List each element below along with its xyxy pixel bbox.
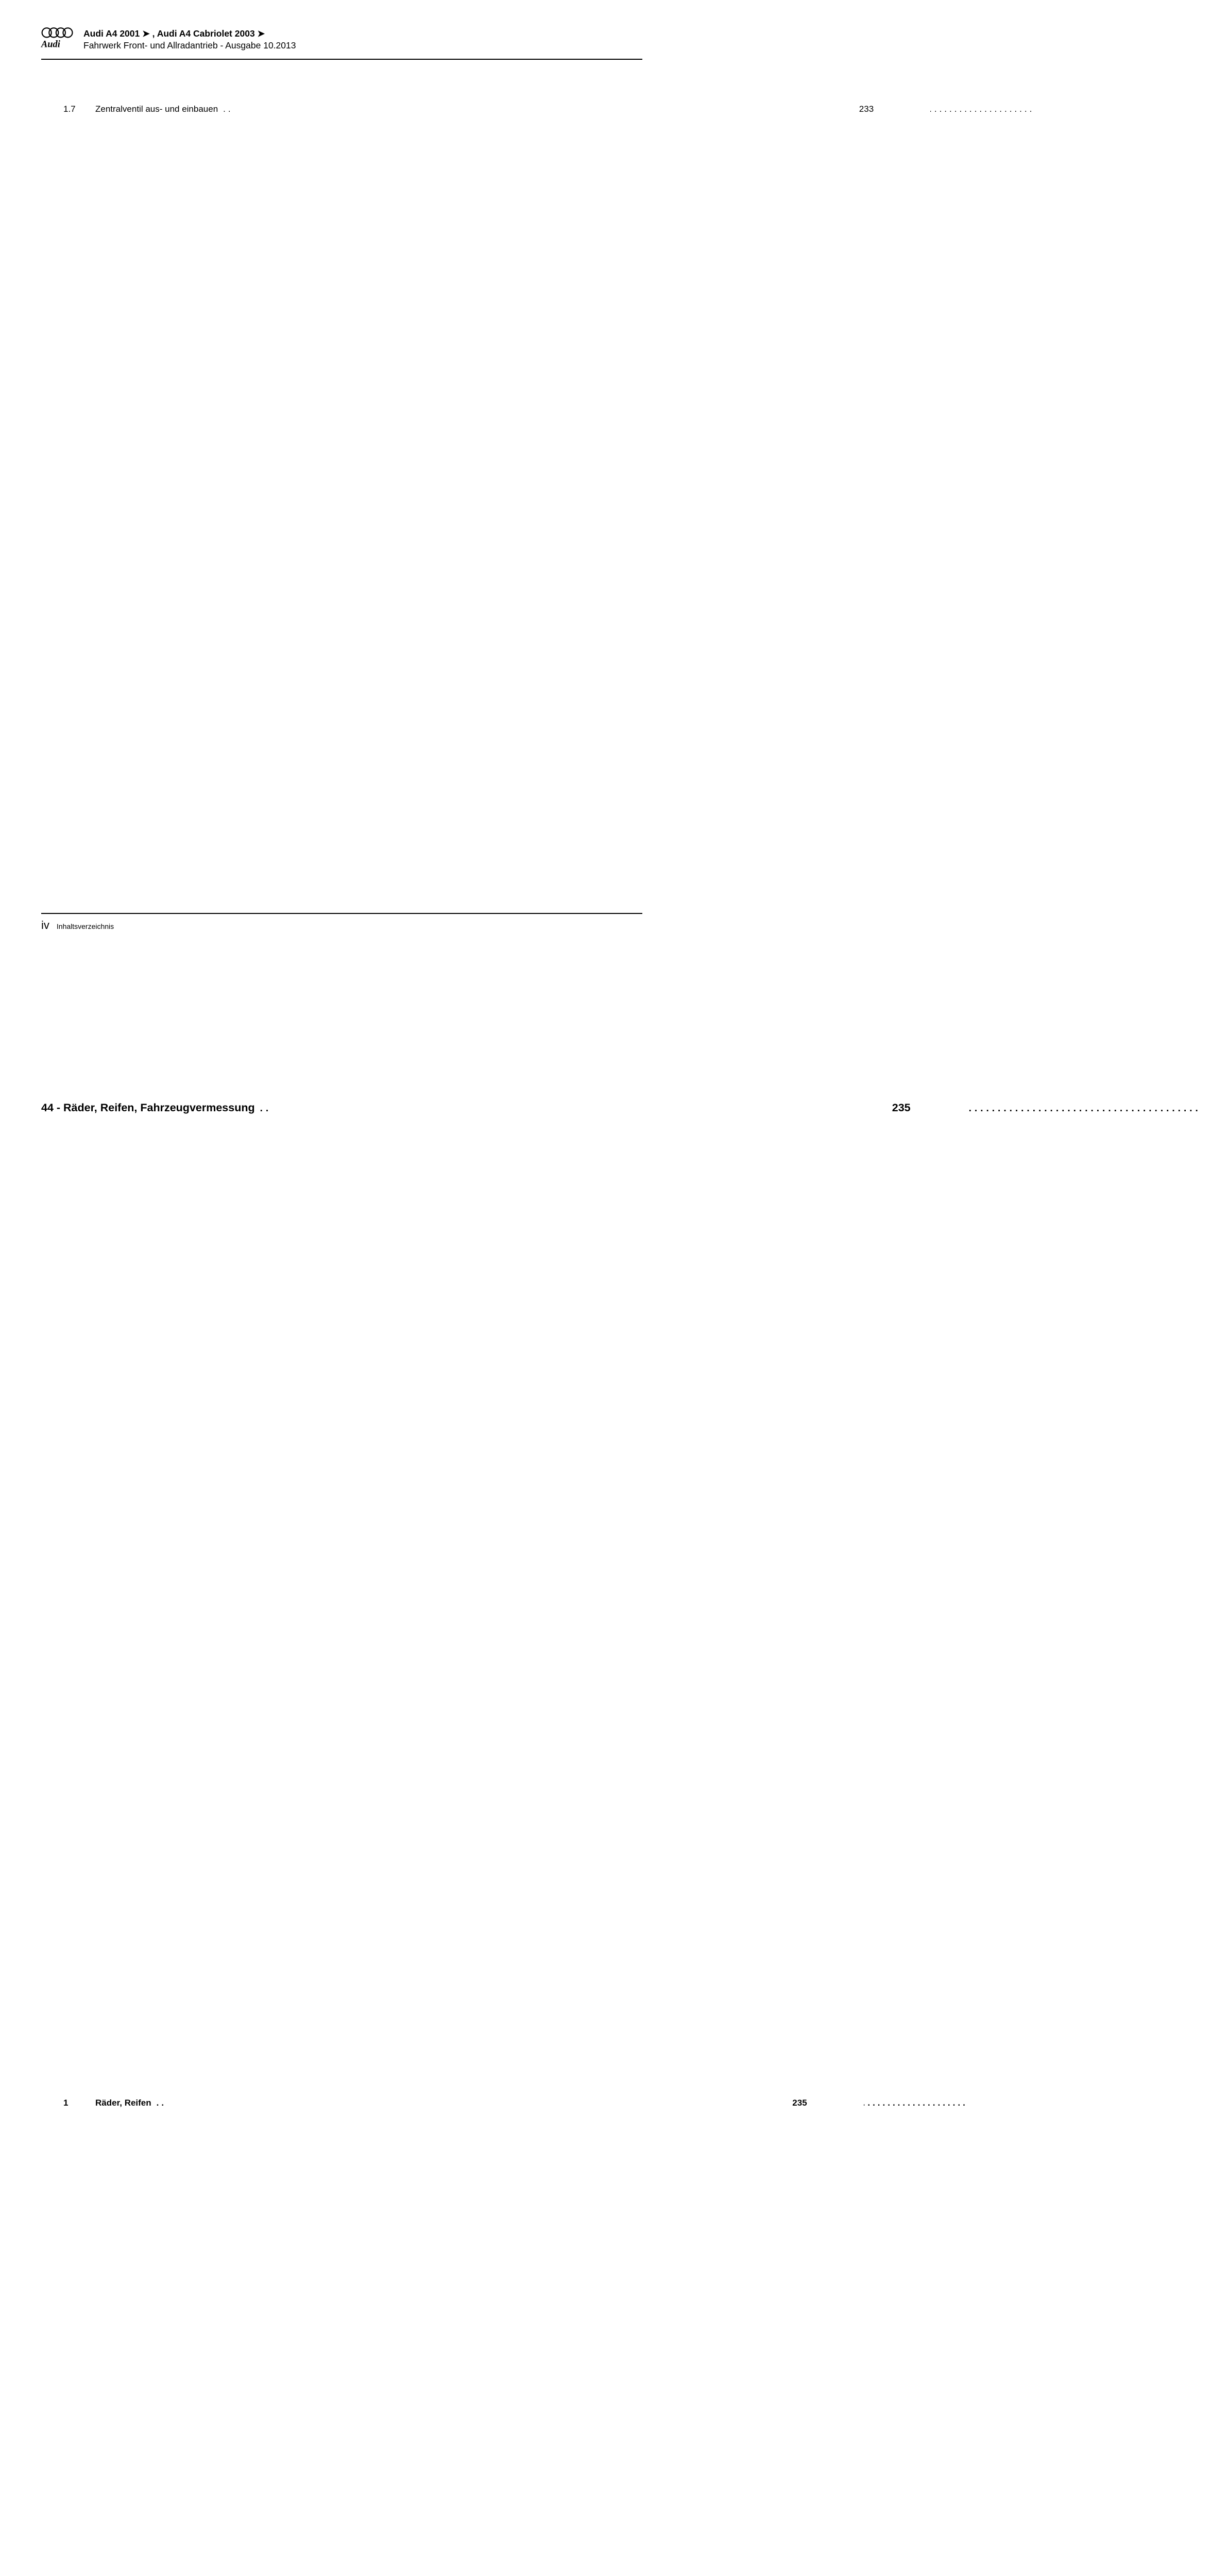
toc-row-page: 235 bbox=[268, 1075, 967, 2064]
footer-page-number: iv bbox=[41, 919, 49, 932]
doc-title: Audi A4 2001 ➤ , Audi A4 Cabriolet 2003 ➤ bbox=[83, 28, 296, 40]
toc-list bbox=[41, 76, 642, 2576]
dot-leader bbox=[157, 2097, 163, 2109]
toc-row-chapter bbox=[41, 1075, 642, 2064]
toc-row-page: 233 bbox=[231, 76, 930, 1065]
footer-label: Inhaltsverzeichnis bbox=[57, 922, 114, 930]
document-titles bbox=[83, 27, 296, 52]
page-footer bbox=[41, 913, 642, 932]
toc-row-title: Zentralventil aus- und einbauen bbox=[95, 103, 218, 115]
toc-page bbox=[0, 0, 699, 989]
toc-row-number: 1.7 bbox=[63, 103, 95, 115]
toc-row-section bbox=[41, 2070, 642, 2576]
audi-four-rings-icon bbox=[41, 27, 76, 50]
toc-row-title: Räder, Reifen bbox=[95, 2097, 151, 2109]
dot-leader bbox=[223, 103, 229, 115]
toc-row-page: 235 bbox=[165, 2070, 864, 2576]
toc-row-title: 44 - Räder, Reifen, Fahrzeugvermessung bbox=[41, 1102, 255, 1114]
audi-logo bbox=[41, 27, 76, 50]
page-header bbox=[41, 27, 642, 60]
audi-wordmark: Audi bbox=[41, 39, 61, 49]
dot-leader bbox=[260, 1103, 266, 1115]
toc-row-number: 1 bbox=[63, 2097, 95, 2109]
doc-subtitle: Fahrwerk Front- und Allradantrieb - Ausgabe 10.2013 bbox=[83, 40, 296, 52]
